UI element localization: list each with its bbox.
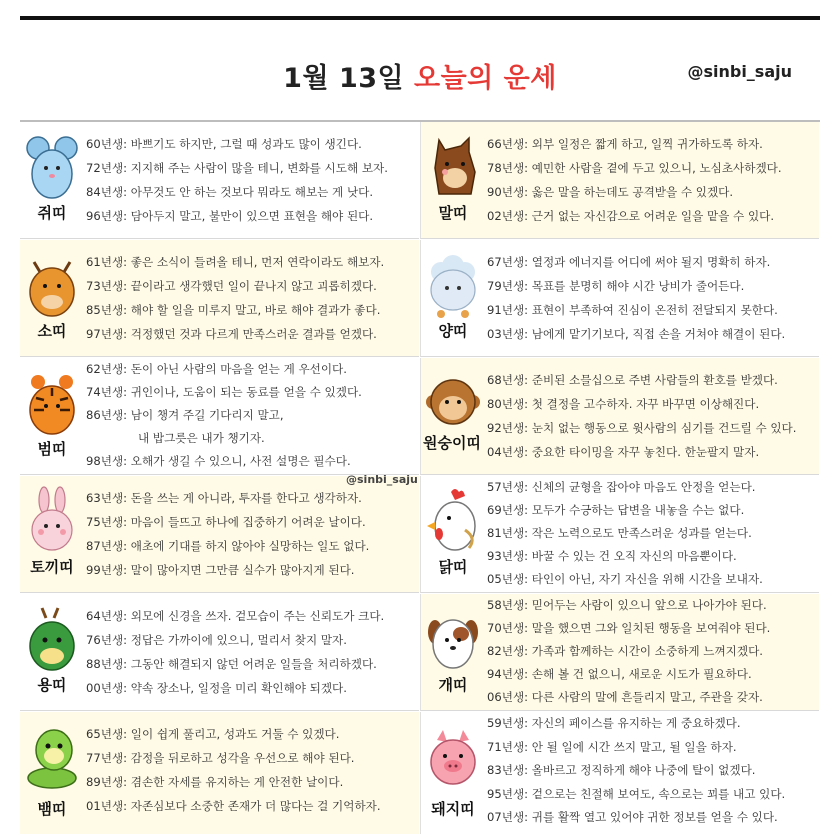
fortune-card-rabbit: [20, 476, 419, 593]
animal-label: 소띠: [37, 322, 67, 340]
fortune-line: 90년생: 옳은 말을 하는데도 공격받을 수 있겠다.: [487, 185, 734, 199]
fortune-line: 93년생: 바꿀 수 있는 건 오직 자신의 마음뿐이다.: [487, 549, 737, 563]
fortune-line: 00년생: 약속 장소나, 일정을 미리 확인해야 되겠다.: [86, 681, 347, 695]
mouse-icon: [24, 132, 80, 202]
animal-label: 용띠: [37, 676, 67, 694]
fortune-card-dog: [420, 594, 819, 711]
fortune-line: 72년생: 지지해 주는 사람이 많을 테니, 변화를 시도해 보자.: [86, 161, 388, 175]
fortune-line: 85년생: 해야 할 일을 미루지 말고, 바로 해야 결과가 좋다.: [86, 303, 381, 317]
fortune-line: 99년생: 말이 많아지면 그만큼 실수가 많아지게 된다.: [86, 563, 355, 577]
animal-label: 개띠: [438, 676, 468, 694]
fortune-line: 62년생: 돈이 아닌 사람의 마음을 얻는 게 우선이다.: [86, 362, 347, 376]
account-handle: @sinbi_saju: [687, 62, 792, 81]
dog-icon: [425, 604, 481, 674]
fortune-line: 64년생: 외모에 신경을 쓰자. 겉모습이 주는 신뢰도가 크다.: [86, 609, 385, 623]
fortune-line: 02년생: 근거 없는 자신감으로 어려운 일을 맡을 수 있다.: [487, 209, 775, 223]
fortune-line: 내 밥그릇은 내가 챙기자.: [138, 431, 265, 445]
fortune-card-horse: [420, 122, 819, 239]
fortune-line: 74년생: 귀인이나, 도움이 되는 동료를 얻을 수 있겠다.: [86, 385, 362, 399]
fortune-line: 58년생: 믿어두는 사람이 있으니 앞으로 나아가야 된다.: [487, 598, 767, 612]
fortune-line: 59년생: 자신의 페이스를 유지하는 게 중요하겠다.: [487, 716, 741, 730]
fortune-line: 79년생: 목표를 분명히 해야 시간 낭비가 줄어든다.: [487, 279, 745, 293]
fortune-line: 97년생: 걱정했던 것과 다르게 만족스러운 결과를 얻겠다.: [86, 327, 377, 341]
monkey-icon: [425, 368, 481, 438]
animal-label: 말띠: [438, 204, 468, 222]
fortune-line: 75년생: 마음이 들뜨고 하나에 집중하기 어려운 날이다.: [86, 515, 366, 529]
rooster-icon: [425, 486, 481, 556]
fortune-line: 71년생: 안 될 일에 시간 쓰지 말고, 될 일을 하자.: [487, 739, 737, 754]
fortune-line: 57년생: 신체의 균형을 잡아야 마음도 안정을 얻는다.: [487, 480, 756, 494]
fortune-line: 65년생: 일이 쉽게 풀리고, 성과도 거둘 수 있겠다.: [86, 727, 340, 741]
animal-label: 닭띠: [438, 558, 468, 576]
fortune-line: 05년생: 타인이 아닌, 자기 자신을 위해 시간을 보내자.: [487, 572, 763, 586]
fortune-line: 04년생: 중요한 타이밍을 자꾸 놓친다. 한눈팔지 말자.: [487, 445, 760, 459]
fortune-line: 83년생: 올바르고 정직하게 해야 나중에 탈이 없겠다.: [487, 763, 756, 777]
fortune-line: 84년생: 아무것도 안 하는 것보다 뭐라도 해보는 게 낫다.: [86, 185, 374, 199]
fortune-grid: [20, 120, 820, 834]
animal-label: 돼지띠: [431, 800, 475, 818]
fortune-card-monkey: [420, 358, 819, 475]
fortune-line: 80년생: 첫 결정을 고수하자. 자꾸 바꾸면 이상해진다.: [487, 397, 760, 411]
fortune-card-pig: [420, 712, 819, 834]
animal-label: 양띠: [438, 322, 468, 340]
fortune-line: 01년생: 자존심보다 소중한 존재가 더 많다는 걸 기억하자.: [86, 799, 381, 813]
fortune-line: 61년생: 좋은 소식이 들려올 테니, 먼저 연락이라도 해보자.: [86, 255, 385, 269]
fortune-line: 87년생: 애초에 기대를 하지 않아야 실망하는 일도 없다.: [86, 539, 370, 553]
fortune-card-rooster: [420, 476, 819, 593]
cow-icon: [24, 250, 80, 320]
fortune-line: 82년생: 가족과 함께하는 시간이 소중하게 느껴지겠다.: [487, 644, 763, 658]
fortune-card-cow: [20, 240, 419, 357]
fortune-line: 81년생: 작은 노력으로도 만족스러운 성과를 얻는다.: [487, 526, 752, 540]
fortune-card-mouse: [20, 122, 419, 239]
fortune-line: 03년생: 남에게 맡기기보다, 직접 손을 거쳐야 해결이 된다.: [487, 327, 786, 341]
fortune-line: 76년생: 정답은 가까이에 있으니, 멀리서 찾지 말자.: [86, 633, 347, 647]
fortune-line: 70년생: 말을 했으면 그와 일치된 행동을 보여줘야 된다.: [487, 621, 771, 635]
animal-label: 토끼띠: [30, 558, 74, 576]
fortune-card-snake: [20, 712, 419, 834]
title-date: 1월 13일: [283, 63, 414, 94]
fortune-line: 73년생: 끝이라고 생각했던 일이 끝나지 않고 괴롭히겠다.: [86, 279, 377, 293]
animal-label: 쥐띠: [37, 204, 67, 222]
fortune-card-tiger: [20, 358, 419, 475]
fortune-line: 86년생: 남이 챙겨 주길 기다리지 말고,: [86, 408, 284, 422]
dragon-icon: [24, 604, 80, 674]
header: [20, 20, 820, 120]
pig-icon: [425, 722, 481, 792]
snake-icon: [24, 722, 80, 792]
fortune-line: 98년생: 오해가 생길 수 있으니, 사전 설명은 필수다.: [86, 454, 351, 468]
fortune-line: 07년생: 귀를 활짝 열고 있어야 귀한 정보를 얻을 수 있다.: [487, 810, 778, 824]
fortune-line: 96년생: 담아두지 말고, 불만이 있으면 표현을 해야 된다.: [86, 209, 374, 223]
fortune-line: 94년생: 손해 볼 건 없으니, 새로운 시도가 필요하다.: [487, 667, 752, 681]
fortune-line: 60년생: 바쁘기도 하지만, 그럴 때 성과도 많이 생긴다.: [86, 137, 362, 151]
title-highlight: 오늘의 운세: [414, 63, 557, 94]
sheep-icon: [425, 250, 481, 320]
fortune-line: 77년생: 감정을 뒤로하고 성각을 우선으로 해야 된다.: [86, 751, 355, 765]
fortune-line: 63년생: 돈을 쓰는 게 아니라, 투자를 한다고 생각하자.: [86, 491, 362, 505]
fortune-line: 91년생: 표현이 부족하여 진심이 온전히 전달되지 못한다.: [487, 303, 778, 317]
animal-label: 범띠: [37, 440, 67, 458]
tiger-icon: [24, 368, 80, 438]
fortune-line: 92년생: 눈치 없는 행동으로 윗사람의 심기를 건드릴 수 있다.: [487, 421, 797, 435]
fortune-line: 78년생: 예민한 사람을 곁에 두고 있으니, 노심초사하겠다.: [487, 161, 782, 175]
fortune-line: 68년생: 준비된 소믈십으로 주변 사람들의 환호를 받겠다.: [487, 373, 778, 387]
fortune-card-sheep: [420, 240, 819, 357]
fortune-line: 06년생: 다른 사람의 말에 흔들리지 말고, 주관을 갖자.: [487, 690, 763, 704]
rabbit-icon: [24, 486, 80, 556]
animal-label: 원숭이띠: [423, 434, 481, 452]
fortune-line: 66년생: 외부 일정은 짧게 하고, 일찍 귀가하도록 하자.: [487, 137, 763, 151]
fortune-line: 69년생: 모두가 수긍하는 답변을 내놓을 수는 없다.: [487, 503, 745, 517]
fortune-card-dragon: [20, 594, 419, 711]
horse-icon: [425, 132, 481, 202]
animal-label: 뱀띠: [37, 800, 67, 818]
fortune-line: 89년생: 겸손한 자세를 유지하는 게 안전한 날이다.: [86, 775, 344, 789]
fortune-line: 88년생: 그동안 해결되지 않던 어려운 일들을 처리하겠다.: [86, 657, 377, 671]
watermark: @sinbi_saju: [346, 473, 418, 486]
fortune-line: 67년생: 열정과 에너지를 어디에 써야 될지 명확히 하자.: [487, 255, 771, 269]
fortune-line: 95년생: 겉으로는 친절해 보여도, 속으로는 꾀를 내고 있다.: [487, 786, 786, 801]
